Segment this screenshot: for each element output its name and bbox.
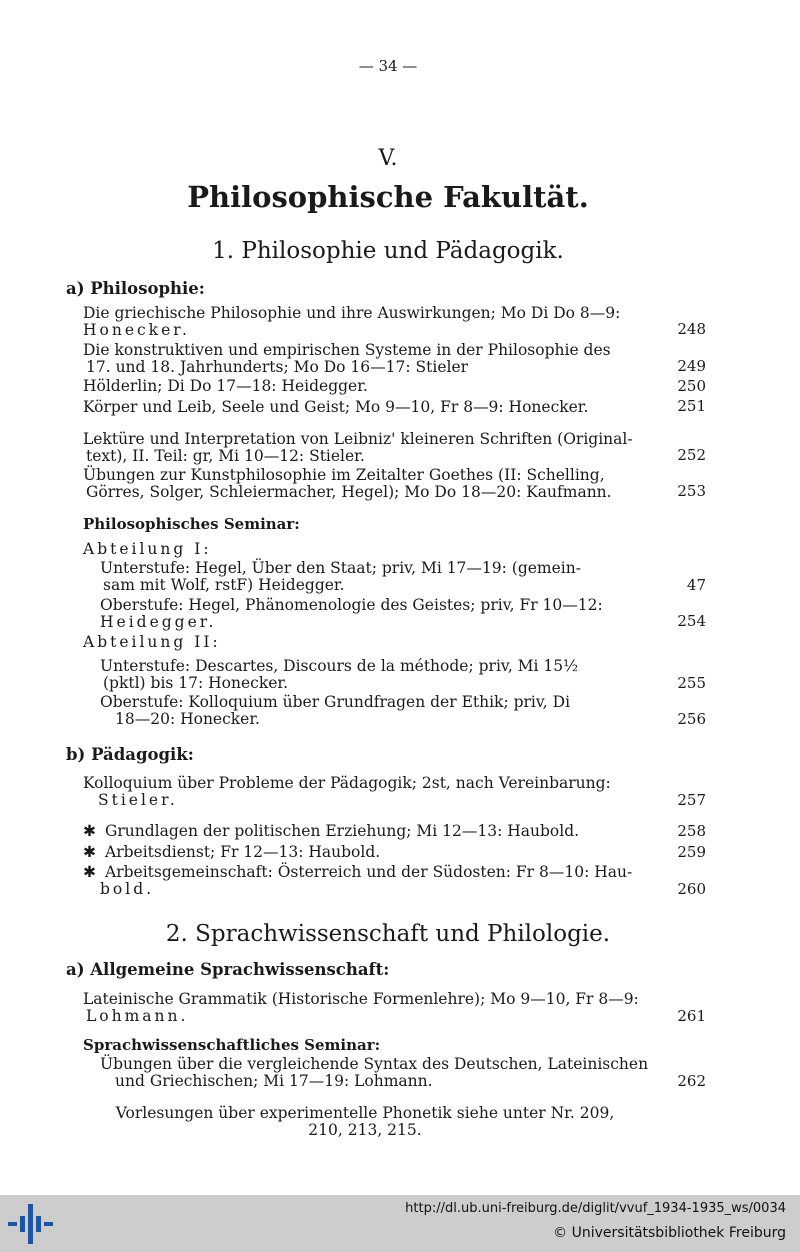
course-line: 18—20: Honecker. xyxy=(115,710,260,728)
course-entry xyxy=(83,467,612,501)
course-line: Heidegger. xyxy=(100,613,217,631)
course-line: Stieler. xyxy=(98,791,178,809)
course-line: Körper und Leib, Seele und Geist; Mo 9—10, Fr 8—9: Honecker. xyxy=(83,398,589,416)
section-title-philosophie-paedagogik: 1. Philosophie und Pädagogik. xyxy=(212,238,564,264)
course-line: Die griechische Philosophie und ihre Auswirkungen; Mo Di Do 8—9: xyxy=(83,304,621,322)
course-number: 253 xyxy=(677,482,706,500)
course-number: 251 xyxy=(677,397,706,415)
course-entry xyxy=(83,991,639,1025)
course-number: 47 xyxy=(686,576,706,594)
course-number: 258 xyxy=(677,822,706,840)
course-entry xyxy=(100,597,603,631)
ub-freiburg-logo-icon xyxy=(8,1204,52,1244)
abteilung-label: Abteilung I: xyxy=(83,540,212,558)
asterisk-icon: ✱ xyxy=(83,843,96,861)
asterisk-icon: ✱ xyxy=(83,822,96,840)
course-number: 257 xyxy=(677,791,706,809)
course-line: Oberstufe: Kolloquium über Grundfragen der Ethik; priv, Di xyxy=(100,693,571,711)
faculty-title: Philosophische Fakultät. xyxy=(187,180,589,214)
asterisk-icon: ✱ xyxy=(83,863,96,881)
course-line: Lohmann. xyxy=(86,1007,189,1025)
note-line: 210, 213, 215. xyxy=(308,1121,422,1139)
abteilung-label: Abteilung II: xyxy=(83,633,221,651)
course-line: Übungen über die vergleichende Syntax des Deutschen, Lateinischen xyxy=(100,1055,649,1073)
course-line: Oberstufe: Hegel, Phänomenologie des Geistes; priv, Fr 10—12: xyxy=(100,596,603,614)
course-number: 260 xyxy=(677,880,706,898)
course-line: Die konstruktiven und empirischen Systeme in der Philosophie des xyxy=(83,341,611,359)
course-number: 255 xyxy=(677,674,706,692)
course-line: Grundlagen der politischen Erziehung; Mi 12—13: Haubold. xyxy=(105,822,580,840)
subsection-heading-paedagogik: b) Pädagogik: xyxy=(66,745,194,764)
course-line: Honecker. xyxy=(83,321,190,339)
course-entry xyxy=(100,560,581,594)
course-entry xyxy=(83,775,611,809)
course-number: 254 xyxy=(677,612,706,630)
course-entry xyxy=(83,399,588,416)
section-title-sprachwissenschaft: 2. Sprachwissenschaft und Philologie. xyxy=(165,921,611,947)
source-url-link[interactable]: http://dl.ub.uni-freiburg.de/diglit/vvuf_1934-1935_ws/0034 xyxy=(405,1201,786,1216)
course-line: Übungen zur Kunstphilosophie im Zeitalter Goethes (II: Schelling, xyxy=(83,466,605,484)
seminar-heading: Sprachwissenschaftliches Seminar: xyxy=(83,1036,381,1054)
course-number: 250 xyxy=(677,377,706,395)
course-line: Hölderlin; Di Do 17—18: Heidegger. xyxy=(83,377,368,395)
course-line: und Griechischen; Mi 17—19: Lohmann. xyxy=(115,1072,433,1090)
course-entry xyxy=(83,378,368,395)
course-line: Unterstufe: Descartes, Discours de la méthode; priv, Mi 15½ xyxy=(100,657,579,675)
subsection-heading-philosophie: a) Philosophie: xyxy=(66,279,205,298)
course-number: 252 xyxy=(677,446,706,464)
course-line: Görres, Solger, Schleiermacher, Hegel); Mo Do 18—20: Kaufmann. xyxy=(86,483,612,501)
part-numeral: V. xyxy=(378,146,398,171)
course-number: 261 xyxy=(677,1007,706,1025)
course-line: Arbeitsdienst; Fr 12—13: Haubold. xyxy=(105,843,381,861)
course-line: text), II. Teil: gr, Mi 10—12: Stieler. xyxy=(86,447,365,465)
course-entry xyxy=(83,431,633,465)
footer-bar xyxy=(0,1195,800,1252)
course-entry xyxy=(100,694,570,728)
course-line: Kolloquium über Probleme der Pädagogik; 2st, nach Vereinbarung: xyxy=(83,774,611,792)
course-entry xyxy=(83,864,632,898)
course-line: 17. und 18. Jahrhunderts; Mo Do 16—17: Stieler xyxy=(86,358,469,376)
course-line: Arbeitsgemeinschaft: Österreich und der Südosten: Fr 8—10: Hau- xyxy=(105,863,633,881)
copyright-text: © Universitätsbibliothek Freiburg xyxy=(553,1225,786,1241)
course-entry xyxy=(83,844,380,861)
subsection-heading-sprachwissenschaft: a) Allgemeine Sprachwissenschaft: xyxy=(66,960,390,979)
course-line: Unterstufe: Hegel, Über den Staat; priv, Mi 17—19: (gemein- xyxy=(100,559,581,577)
course-line: (pktl) bis 17: Honecker. xyxy=(103,674,289,692)
note-line: Vorlesungen über experimentelle Phonetik siehe unter Nr. 209, xyxy=(115,1104,615,1122)
course-number: 249 xyxy=(677,357,706,375)
page-number: — 34 — xyxy=(358,57,418,75)
course-line: Lektüre und Interpretation von Leibniz' kleineren Schriften (Original- xyxy=(83,430,633,448)
course-entry xyxy=(83,823,579,840)
course-number: 262 xyxy=(677,1072,706,1090)
phonetik-note xyxy=(100,1105,630,1139)
course-line: Lateinische Grammatik (Historische Formenlehre); Mo 9—10, Fr 8—9: xyxy=(83,990,639,1008)
course-line: bold. xyxy=(100,880,155,898)
course-entry xyxy=(100,1056,648,1090)
course-entry xyxy=(83,342,611,376)
course-number: 259 xyxy=(677,843,706,861)
course-number: 256 xyxy=(677,710,706,728)
course-number: 248 xyxy=(677,320,706,338)
course-entry xyxy=(100,658,578,692)
seminar-heading: Philosophisches Seminar: xyxy=(83,515,300,533)
course-line: sam mit Wolf, rstF) Heidegger. xyxy=(103,576,345,594)
course-entry xyxy=(83,305,620,339)
